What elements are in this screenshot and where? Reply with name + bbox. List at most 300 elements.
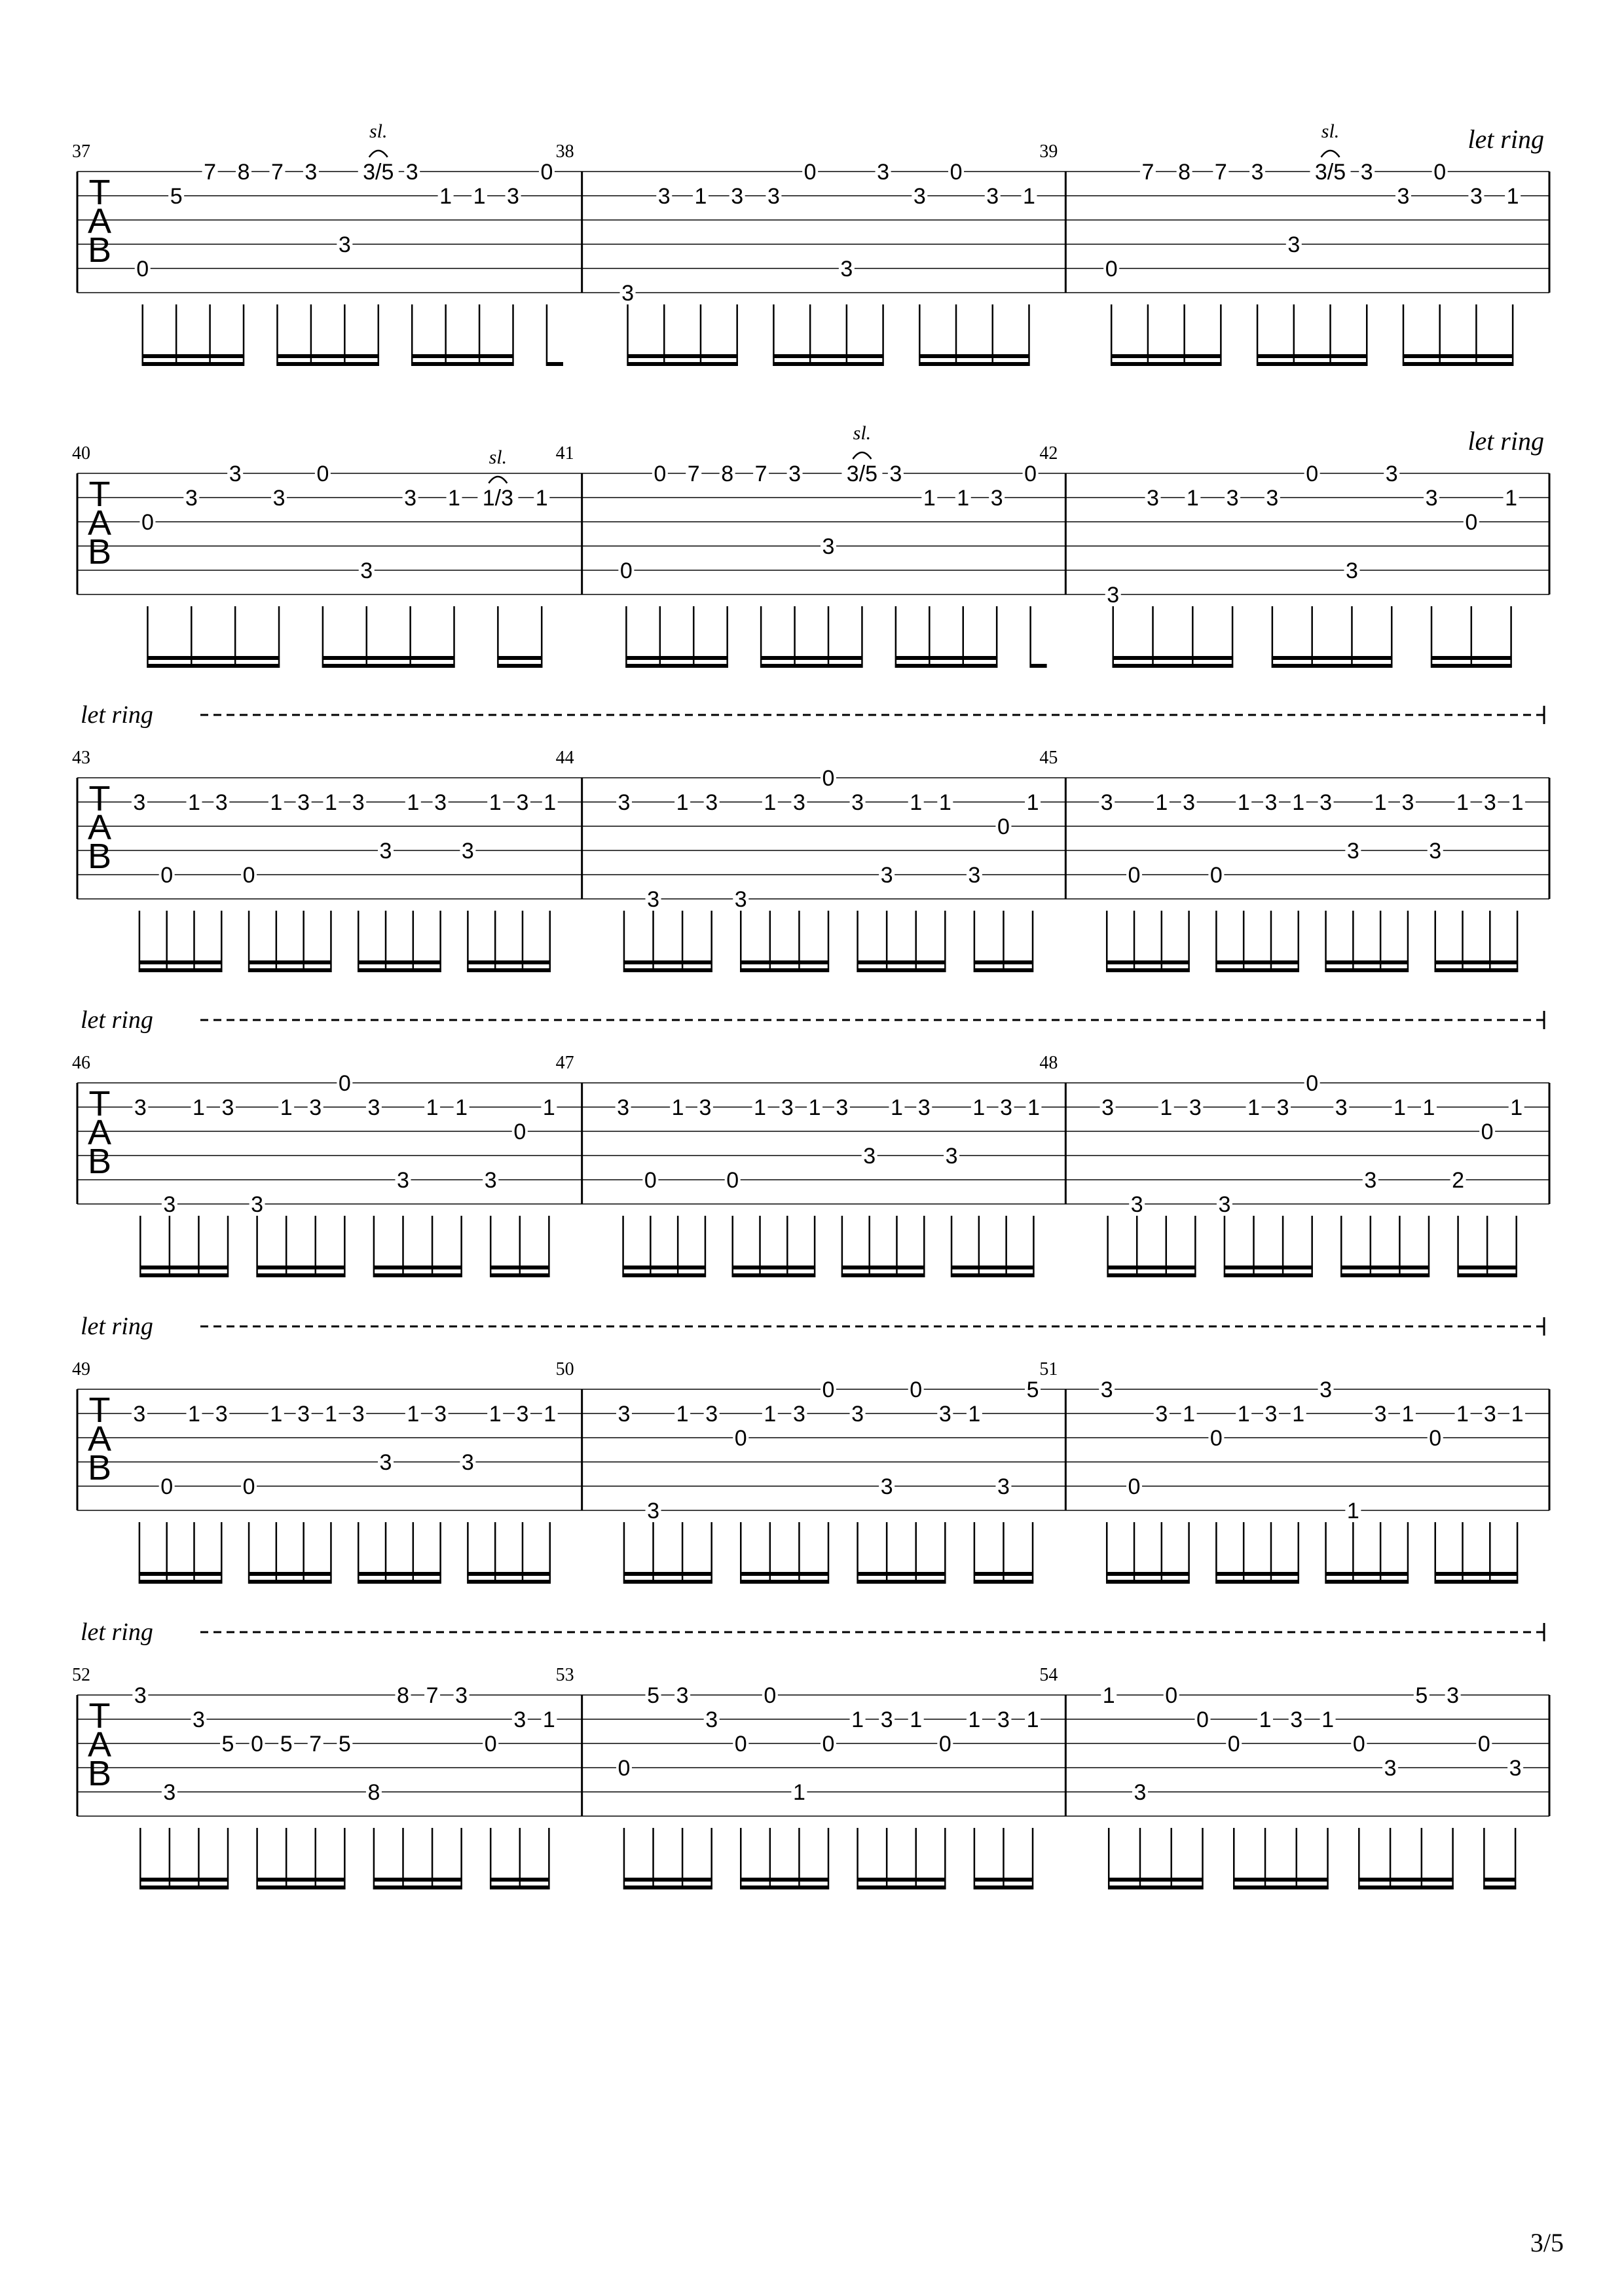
fret-number: 3 [621,281,634,306]
measure [556,1665,1066,1889]
fret-number: 1 [1026,790,1039,815]
beam-secondary [1435,1572,1518,1576]
fret-number: 0 [338,1071,351,1096]
fret-number: 3 [1100,1377,1113,1402]
fret-number: 0 [910,1377,923,1402]
fret-number: 0 [160,1474,174,1499]
beam-primary [139,1580,222,1584]
fret-number: 3 [938,1402,951,1427]
fret-number: 3 [1346,839,1359,864]
measure-number: 46 [72,1053,90,1073]
slide-arc [369,151,388,157]
beam-secondary [257,1878,346,1882]
beam-primary [1358,1886,1453,1889]
beam-primary [276,362,378,366]
fret-number: 1 [439,184,452,209]
fret-number: 0 [938,1732,951,1757]
beam-secondary [1106,1572,1189,1576]
fret-number: 1/3 [482,486,513,511]
fret-number: 1 [473,184,486,209]
fret-number: 3 [1101,1095,1115,1120]
fret-number: 7 [204,160,217,185]
fret-number: 3 [397,1168,409,1193]
fret-number: 3 [1335,1095,1348,1120]
beam-secondary [1106,960,1189,964]
fret-number: 3 [1251,160,1264,185]
fret-number: 5 [1026,1377,1039,1402]
beam-secondary [373,1878,462,1882]
beam-primary [139,1886,229,1889]
fret-number: 3 [1147,486,1159,511]
tab-clef-letter: A [87,808,112,847]
fret-number: 3 [1000,1095,1013,1120]
beam-secondary [1458,1266,1517,1269]
fret-number: 0 [540,160,553,185]
fret-number: 5 [221,1732,234,1757]
fret-number: 1 [192,1095,205,1120]
fret-number: 3 [516,1402,529,1427]
fret-number: 3 [1264,790,1278,815]
fret-number: 3/5 [363,160,394,185]
measure [556,422,1066,668]
fret-number: 3 [434,1402,447,1427]
fret-number: 3 [781,1095,794,1120]
beam-primary [248,968,331,972]
beam-primary [740,1580,829,1584]
fret-number: 3 [889,462,902,486]
fret-number: 3 [618,790,631,815]
fret-number: 0 [1306,462,1319,486]
beam-secondary [740,960,829,964]
fret-number: 3 [352,1402,365,1427]
beam-primary [1215,968,1299,972]
fret-number: 3 [836,1095,849,1120]
fret-number: 3 [367,1095,380,1120]
fret-number: 3 [1364,1168,1377,1193]
fret-number: 3 [822,534,835,559]
fret-number: 1 [1026,1707,1039,1732]
beam-secondary [1257,354,1367,358]
beam-primary [1257,362,1367,366]
beam-secondary [1108,1878,1203,1882]
beam-secondary [322,656,455,660]
fret-number: 3 [1290,1707,1303,1732]
beam-primary [257,1273,346,1277]
beam-primary [919,362,1029,366]
fret-number: 7 [687,462,700,486]
fret-number: 3 [1107,583,1120,608]
fret-number: 5 [170,184,183,209]
fret-number: 1 [1506,184,1519,209]
fret-number: 3 [1385,462,1398,486]
beam-secondary [760,656,862,660]
fret-number: 3 [434,790,447,815]
tab-clef-letter: T [88,475,111,514]
fret-number: 1 [1511,790,1524,815]
fret-number: 3 [1264,1402,1278,1427]
fret-number: 0 [1306,1071,1319,1096]
fret-number: 1 [1027,1095,1040,1120]
beam-secondary [625,656,728,660]
beam-secondary [857,1572,946,1576]
fret-number: 0 [822,1732,835,1757]
fret-number: 3 [192,1707,205,1732]
fret-number: 1 [1401,1402,1414,1427]
beam-primary [1340,1273,1430,1277]
measure [1039,1359,1549,1584]
fret-number: 0 [1024,462,1037,486]
fret-number: 1 [544,790,557,815]
fret-number: 3 [986,184,999,209]
fret-number: 3 [647,1499,659,1523]
beam-secondary [1111,354,1221,358]
fret-number: 3 [647,887,659,912]
fret-number: 1 [676,790,689,815]
fret-number: 0 [1352,1732,1365,1757]
fret-number: 3 [767,184,780,209]
beam-secondary [919,354,1029,358]
beam-primary [1435,1580,1518,1584]
fret-number: 3 [133,1402,146,1427]
beam-secondary [1107,1266,1196,1269]
beam-secondary [1215,960,1299,964]
fret-number: 1 [407,1402,420,1427]
beam-primary [467,1580,550,1584]
fret-number: 3 [134,1683,147,1708]
beam-primary [497,664,542,668]
fret-number: 3/5 [1314,160,1346,185]
beam-secondary [248,960,331,964]
measure [1039,1053,1549,1277]
let-ring-label: let ring [1467,124,1544,154]
fret-number: 3 [1384,1756,1397,1781]
let-ring-label: let ring [81,701,153,729]
beam-primary [142,362,244,366]
beam-secondary [623,1266,706,1269]
measure-number: 40 [72,443,90,464]
fret-number: 3 [404,486,417,511]
fret-number: 3 [221,1095,234,1120]
tab-clef-letter: A [87,503,112,543]
fret-number: 1 [968,1707,981,1732]
fret-number: 0 [316,462,329,486]
fret-number: 3 [734,887,747,912]
fret-number: 7 [1214,160,1227,185]
fret-number: 1 [851,1707,864,1732]
fret-number: 3 [917,1095,931,1120]
beam-secondary [1358,1878,1453,1882]
fret-number: 1 [957,486,970,511]
beam-secondary [857,960,946,964]
fret-number: 1 [1374,790,1387,815]
fret-number: 1 [1237,1402,1250,1427]
tab-clef-letter: A [87,202,112,241]
let-ring-label: let ring [81,1006,153,1034]
tab-clef-letter: T [88,779,111,818]
fret-number: 3 [1401,790,1414,815]
beam-secondary [358,960,441,964]
fret-number: 1 [1346,1499,1359,1523]
measure-number: 37 [72,141,90,162]
fret-number: 3 [731,184,744,209]
system-4 [72,1006,1549,1277]
fret-number: 1 [938,790,951,815]
fret-number: 3 [304,160,318,185]
beam-secondary [1325,1572,1409,1576]
fret-number: 7 [309,1732,322,1757]
slide-arc [489,477,507,483]
fret-number: 3 [1447,1683,1460,1708]
beam-primary [1106,968,1189,972]
beam-secondary [467,960,550,964]
fret-number: 1 [910,1707,923,1732]
beam-primary [841,1273,925,1277]
fret-number: 3 [990,486,1003,511]
tab-clef-letter: A [87,1113,112,1152]
fret-number: 3 [840,257,853,282]
beam-primary [1106,1580,1189,1584]
fret-number: 3 [1483,1402,1496,1427]
fret-number: 0 [726,1168,739,1193]
fret-number: 3 [163,1780,176,1805]
beam-secondary [623,960,712,964]
fret-number: 0 [764,1683,777,1708]
beam-primary [1403,362,1513,366]
fret-number: 0 [1227,1732,1240,1757]
fret-number: 3 [297,1402,310,1427]
fret-number: 3 [1218,1192,1231,1217]
measure-number: 50 [555,1359,574,1379]
beam-primary [974,968,1033,972]
fret-number: 3 [676,1683,689,1708]
beam-primary [1108,1886,1203,1889]
tab-clef-letter: A [87,1419,112,1459]
fret-number: 1 [694,184,707,209]
fret-number: 0 [1481,1120,1494,1144]
slide-label: sl. [489,446,507,468]
fret-number: 0 [1128,863,1141,888]
measure-number: 39 [1039,141,1058,162]
tab-clef-letter: B [87,1754,112,1793]
fret-number: 3 [379,839,392,864]
fret-number: 0 [822,1377,835,1402]
fret-number: 0 [242,1474,255,1499]
fret-number: 1 [676,1402,689,1427]
beam-primary [1107,1273,1196,1277]
fret-number: 1 [1183,1402,1196,1427]
fret-number: 0 [822,766,835,791]
fret-number: 1 [324,790,337,815]
fret-number: 1 [455,1095,468,1120]
fret-number: 3 [163,1192,176,1217]
fret-number: 0 [950,160,963,185]
fret-number: 3 [880,1707,893,1732]
measure [556,1359,1066,1584]
fret-number: 1 [764,1402,777,1427]
fret-number: 1 [1237,790,1250,815]
let-ring-label: let ring [1467,426,1544,456]
beam-secondary [1403,354,1513,358]
beam-primary [1325,1580,1409,1584]
fret-number: 3 [1374,1402,1387,1427]
fret-number: 3 [788,462,802,486]
page-number: 3/5 [1530,2228,1564,2257]
fret-number: 1 [808,1095,821,1120]
fret-number: 5 [647,1683,659,1708]
fret-number: 1 [535,486,548,511]
beam-secondary [248,1572,331,1576]
fret-number: 0 [1165,1683,1178,1708]
tab-clef-letter: T [88,1696,111,1736]
beam-primary [951,1273,1034,1277]
measure [1039,748,1549,972]
beam-secondary [373,1266,462,1269]
fret-number: 3 [360,558,373,583]
tab-clef-letter: T [88,1391,111,1430]
beam-primary [623,1273,706,1277]
fret-number: 7 [271,160,284,185]
fret-number: 3 [1469,184,1483,209]
fret-number: 1 [1393,1095,1406,1120]
fret-number: 7 [426,1683,439,1708]
beam-primary [467,968,550,972]
fret-number: 0 [1128,1474,1141,1499]
fret-number: 0 [734,1732,747,1757]
beam-secondary [1435,960,1518,964]
fret-number: 1 [1292,790,1305,815]
fret-number: 3 [338,232,351,257]
fret-number: 3 [1134,1780,1147,1805]
measure-number: 48 [1039,1053,1058,1073]
beam-primary [1111,362,1221,366]
fret-number: 1 [426,1095,439,1120]
fret-number: 1 [754,1095,766,1120]
fret-number: 3 [851,1402,864,1427]
slide-label: sl. [853,422,872,444]
measure-number: 42 [1039,443,1058,464]
measure [72,1359,582,1584]
fret-number: 0 [484,1732,497,1757]
fret-number: 1 [792,1780,805,1805]
fret-number: 3 [913,184,926,209]
measure-number: 41 [555,443,574,464]
fret-number: 3 [251,1192,264,1217]
system-3 [72,701,1549,972]
beam-primary [358,1580,441,1584]
beam-secondary [627,354,738,358]
fret-number: 1 [671,1095,684,1120]
fret-number: 3 [705,790,718,815]
measure-number: 51 [1039,1359,1058,1379]
slide-arc [853,452,871,459]
fret-number: 1 [188,790,200,815]
beam-secondary [974,1878,1033,1882]
beam-primary [248,1580,331,1584]
fret-number: 1 [270,1402,283,1427]
beam-primary [411,362,513,366]
fret-number: 3 [851,790,864,815]
fret-number: 1 [1023,184,1035,209]
fret-number: 3 [229,462,242,486]
fret-number: 1 [968,1402,981,1427]
fret-number: 1 [324,1402,337,1427]
beam-secondary [139,1572,222,1576]
fret-number: 1 [407,790,420,815]
beam-primary [139,1273,229,1277]
fret-number: 1 [1102,1683,1115,1708]
fret-number: 1 [448,486,460,511]
fret-number: 3 [1183,790,1196,815]
beam-primary [1215,1580,1299,1584]
tab-clef-letter: B [87,1142,112,1181]
beam-primary [627,362,738,366]
beam-secondary [773,354,883,358]
fret-number: 8 [367,1780,380,1805]
fret-number: 0 [619,558,633,583]
fret-number: 3 [133,790,146,815]
fret-number: 1 [1292,1402,1305,1427]
fret-number: 0 [160,863,174,888]
measure [1039,443,1549,668]
fret-number: 1 [188,1402,200,1427]
beam-secondary [974,1572,1033,1576]
fret-number: 3 [185,486,198,511]
fret-number: 3 [1226,486,1239,511]
fret-number: 3 [1155,1402,1168,1427]
fret-number: 0 [242,863,255,888]
measure-number: 47 [555,1053,574,1073]
beam-primary [257,1886,346,1889]
fret-number: 3 [1360,160,1373,185]
beam-secondary [895,656,997,660]
fret-number: 8 [721,462,734,486]
tab-clef-letter: B [87,532,112,572]
fret-number: 3 [877,160,890,185]
fret-number: 1 [1510,1095,1523,1120]
fret-number: 3 [699,1095,712,1120]
fret-number: 3 [1425,486,1438,511]
fret-number: 0 [513,1120,526,1144]
fret-number: 0 [618,1756,631,1781]
fret-number: 1 [544,1402,557,1427]
fret-number: 1 [489,1402,502,1427]
beam-secondary [740,1878,829,1882]
fret-number: 3 [705,1707,718,1732]
fret-number: 8 [237,160,250,185]
beam-primary [740,1886,829,1889]
fret-number: 3 [484,1168,497,1193]
measure-number: 43 [72,748,90,768]
fret-number: 3 [297,790,310,815]
fret-number: 3 [618,1402,631,1427]
measure-number: 54 [1039,1665,1058,1685]
fret-number: 0 [644,1168,657,1193]
fret-number: 0 [654,462,667,486]
fret-number: 3 [657,184,671,209]
measure [72,443,582,668]
fret-number: 1 [542,1095,555,1120]
beam-secondary [147,656,280,660]
fret-number: 3 [1320,1377,1333,1402]
beam-primary [857,1580,946,1584]
beam-secondary [490,1878,549,1882]
fret-number: 0 [141,510,154,535]
fret-number: 7 [1141,160,1154,185]
tab-clef-letter: A [87,1725,112,1764]
beam-primary [147,664,280,668]
fret-number: 1 [1247,1095,1260,1120]
measure [556,141,1066,366]
